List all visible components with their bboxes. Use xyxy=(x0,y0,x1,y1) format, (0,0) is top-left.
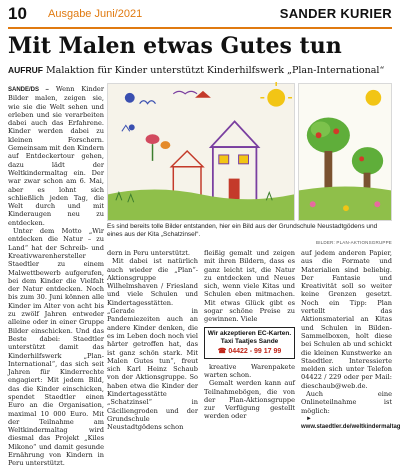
paragraph: fleißig gemalt und zeigen mit ihren Bildern, dass es ganz leicht ist, die Natur zu entdecken und Neues sich, wenn viele Kitas und Schulen eben mitmachen. Mit etwas Glück gibt es sogar schöne Preise zu gewinnen. Viele xyxy=(204,249,295,324)
ad-phone: ☎ 04422 - 99 17 99 xyxy=(217,347,282,355)
ad-ec-cards: Wir akzeptieren EC-Karten. xyxy=(207,329,292,337)
article-column-2 xyxy=(107,249,198,432)
article-column-4 xyxy=(301,249,400,431)
dateline: SANDE/DS – xyxy=(8,87,49,93)
children-drawing-photo-school xyxy=(107,83,295,221)
article-column-3 xyxy=(204,249,295,421)
photo-caption: Es sind bereits tolle Bilder entstanden, hier ein Bild aus der Grundschule Neustadtgödens und eines aus der Kita „Schatzinsel“. xyxy=(107,223,378,238)
article-column-1 xyxy=(8,85,104,468)
children-drawing-photo-kita xyxy=(298,83,392,221)
paragraph xyxy=(8,85,104,227)
paragraph: Gemalt werden kann auf Teilnahmebögen, die von der Plan-Aktionsgruppe zur Verfügung gestellt werden oder xyxy=(204,379,295,421)
photo-credit: BILDER: PLAN-AKTIONSGRUPPE xyxy=(316,240,392,245)
masthead xyxy=(8,6,392,24)
paragraph-text: Wenn Kinder Bilder malen, zeigen sie, wie sie die Welt sehen und erleben und sie verarbeiten dabei auch das Erfahrene. Kinder werden dabei zu kleinen Forschern. Gemeinsam mit den Kindern auf Entdeckertour gehen, dazu lädt der Weltkindermaltag ein. Der war zwar schon am 6. Mai, aber es lohnt sich schließlich jeden Tag, die Welt durch und mit Kinderaugen neu zu entdecken. xyxy=(8,85,104,227)
article-kicker: AUFRUF xyxy=(8,65,43,75)
newspaper-brand: SANDER KURIER xyxy=(279,6,392,21)
subheadline-text: Malaktion für Kinder unterstützt Kinderhilfswerk „Plan-International“ xyxy=(45,65,385,76)
paragraph: dern in Peru unterstützt. xyxy=(107,249,190,257)
school-drawing-illustration xyxy=(108,84,294,220)
issue-date: Ausgabe Juni/2021 xyxy=(48,8,143,20)
kita-drawing-illustration xyxy=(299,84,391,220)
taxi-advertisement xyxy=(204,327,295,359)
article-subheadline xyxy=(8,64,392,77)
ad-company: Taxi Taatjes Sande xyxy=(220,338,279,346)
website-link[interactable]: ► www.staedtler.de/weltkindermaltag xyxy=(301,415,400,431)
paragraph: Mit dabei ist natürlich auch wieder die „Plan“-Aktionsgruppe Wilhelmshaven / Friesland und viele Schulen und Kindertagesstätten. „Gerade in Pandemiezeiten auch an andere Kinder denken, die es im Leben doch noch viel härter getroffen hat, das ist ganz schön stark. Mit Malen Gutes tun“, freut sich Karl Heinz Schaub von der Aktionsgruppe. So haben etwa die Kinder der Kindertagesstätte „Schatzinsel“ in Cäciliengroden und der Grundschule Neustadtgödens schon xyxy=(107,257,198,432)
article-headline: Mit Malen etwas Gutes tun xyxy=(8,33,342,59)
paragraph: kreative Warenpakete warten schon. xyxy=(204,362,295,379)
paragraph: auf jedem anderen Papier, aus die Formate und Materialien sind beliebig. Der Fantasie und Kreativität soll so weiter keine Grenzen gesetzt. Noch ein Tipp: Plan vertellt das Aktionsmaterial an Kitas und Schulen in Bilden-Sammelboxen, holt diese bei Schulen ab und schickt die kleinen Kunstwerke an Staedtler. Interessierte melden sich unter Telefon 04422 / 229 oder per Mail: dieschaub@web.de. xyxy=(301,249,392,390)
masthead-rule xyxy=(8,27,392,29)
paragraph: Auch eine Onlineteilnahme ist möglich: xyxy=(301,390,392,415)
page-number: 10 xyxy=(8,4,27,23)
paragraph: Unter dem Motto „Wir entdecken die Natur – zu Land“ hat der Schreib- und Kreativwarenhersteller Staedtler zu einem Malwettbewerb aufgerufen, bei dem Kinder die Vielfalt der Natur entdecken. Noch bis zum 30. Juni können alle Kinder im Alter von acht bis zu zwölf Jahren entweder alleine oder in einer Gruppe Bilder einschicken. Und das Beste dabei: Staedtler unterstützt damit das Kinderhilfswerk „Plan-International“, das sich seit Jahren für Kinderrechte engagiert: Mit jedem Bild, das die Kinder einschicken, spendet Staedtler einen Euro an die Organisation, maximal 10 000 Euro. Mit der Teilnahme am Weltkindermaltag wird diesmal das Projekt „Kiles Mikono“ und damit gesunde Ernährung von Kindern in Peru unterstützt. xyxy=(8,227,104,468)
